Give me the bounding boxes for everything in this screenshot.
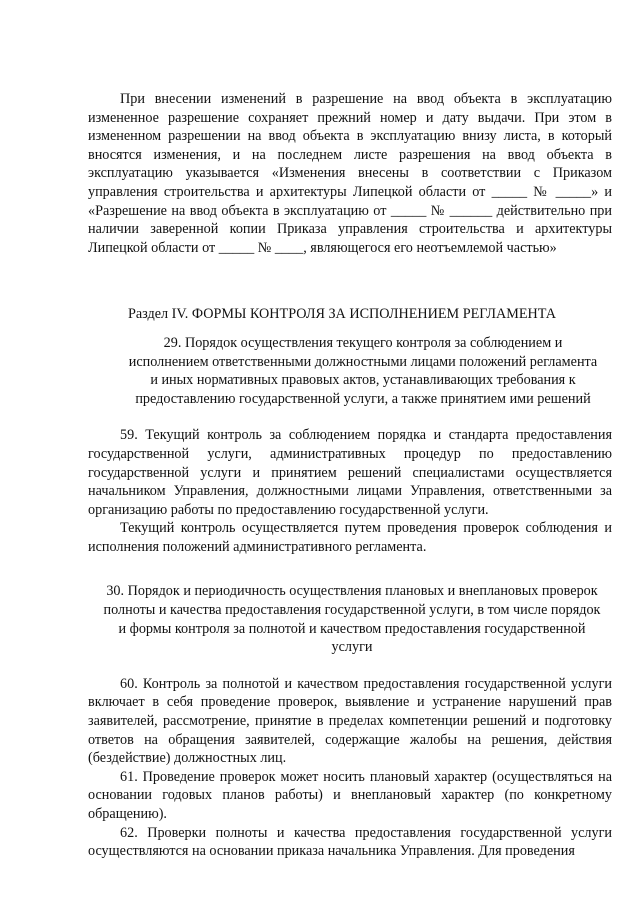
intro-paragraph: При внесении изменений в разрешение на ввод объекта в эксплуатацию измененное разрешение сохраняет прежний номер и дату выдачи. При этом в измененном разрешении на ввод объекта в эксплуатацию внизу листа, в который вносятся изменения, и на последнем листе разрешения на ввод объекта в эксплуатацию указывается «Изменения внесены в соответствии с Приказом управления строительства и архитектуры Липецкой области от _____ № _____» и «Разрешение на ввод объекта в эксплуатацию от _____ № ______ действительно при наличии заверенной копии Приказа управления строительства и архитектуры Липецкой области от _____ № ____, являющегося его неотъемлемой частью» xyxy=(88,91,612,256)
subsection-30-title: 30. Порядок и периодичность осуществления плановых и внеплановых проверок полноты и качества предоставления государственной услуги, в том числе порядок и формы контроля за полнотой и качеством предоставления государственной услуги xyxy=(103,583,601,656)
paragraph-60: 60. Контроль за полнотой и качеством предоставления государственной услуги включает в себя проведение проверок, выявление и устранение нарушений прав заявителей, рассмотрение, принятие в пределах компетенции решений и подготовку ответов на обращения заявителей, содержащие жалобы на решения, действия (бездействие) должностных лиц. xyxy=(88,675,612,767)
paragraph-61: 61. Проведение проверок может носить плановый характер (осуществляться на основании годовых планов работы) и внеплановый характер (по конкретному обращению). xyxy=(88,768,612,822)
document-body xyxy=(88,90,612,861)
paragraph-59: 59. Текущий контроль за соблюдением порядка и стандарта предоставления государственной услуги, административных процедур по предоставлению государственной услуги и принятием решений специалистами осуществляется начальником Управления, должностными лицами Управления, ответственными за организацию работы по предоставлению государственной услуги. xyxy=(88,427,612,518)
section-heading: Раздел IV. ФОРМЫ КОНТРОЛЯ ЗА ИСПОЛНЕНИЕМ РЕГЛАМЕНТА xyxy=(127,306,556,323)
paragraph-59-continuation: Текущий контроль осуществляется путем проведения проверок соблюдения и исполнения положений административного регламента. xyxy=(88,520,612,555)
subsection-29-title: 29. Порядок осуществления текущего контроля за соблюдением и исполнением ответственными должностными лицами положений регламента и иных нормативных правовых актов, устанавливающих требования к предоставлению государственной услуги, а также принятием ими решений xyxy=(128,334,598,407)
paragraph-62: 62. Проверки полноты и качества предоставления государственной услуги осуществляются на основании приказа начальника Управления. Для проведения xyxy=(88,824,612,860)
